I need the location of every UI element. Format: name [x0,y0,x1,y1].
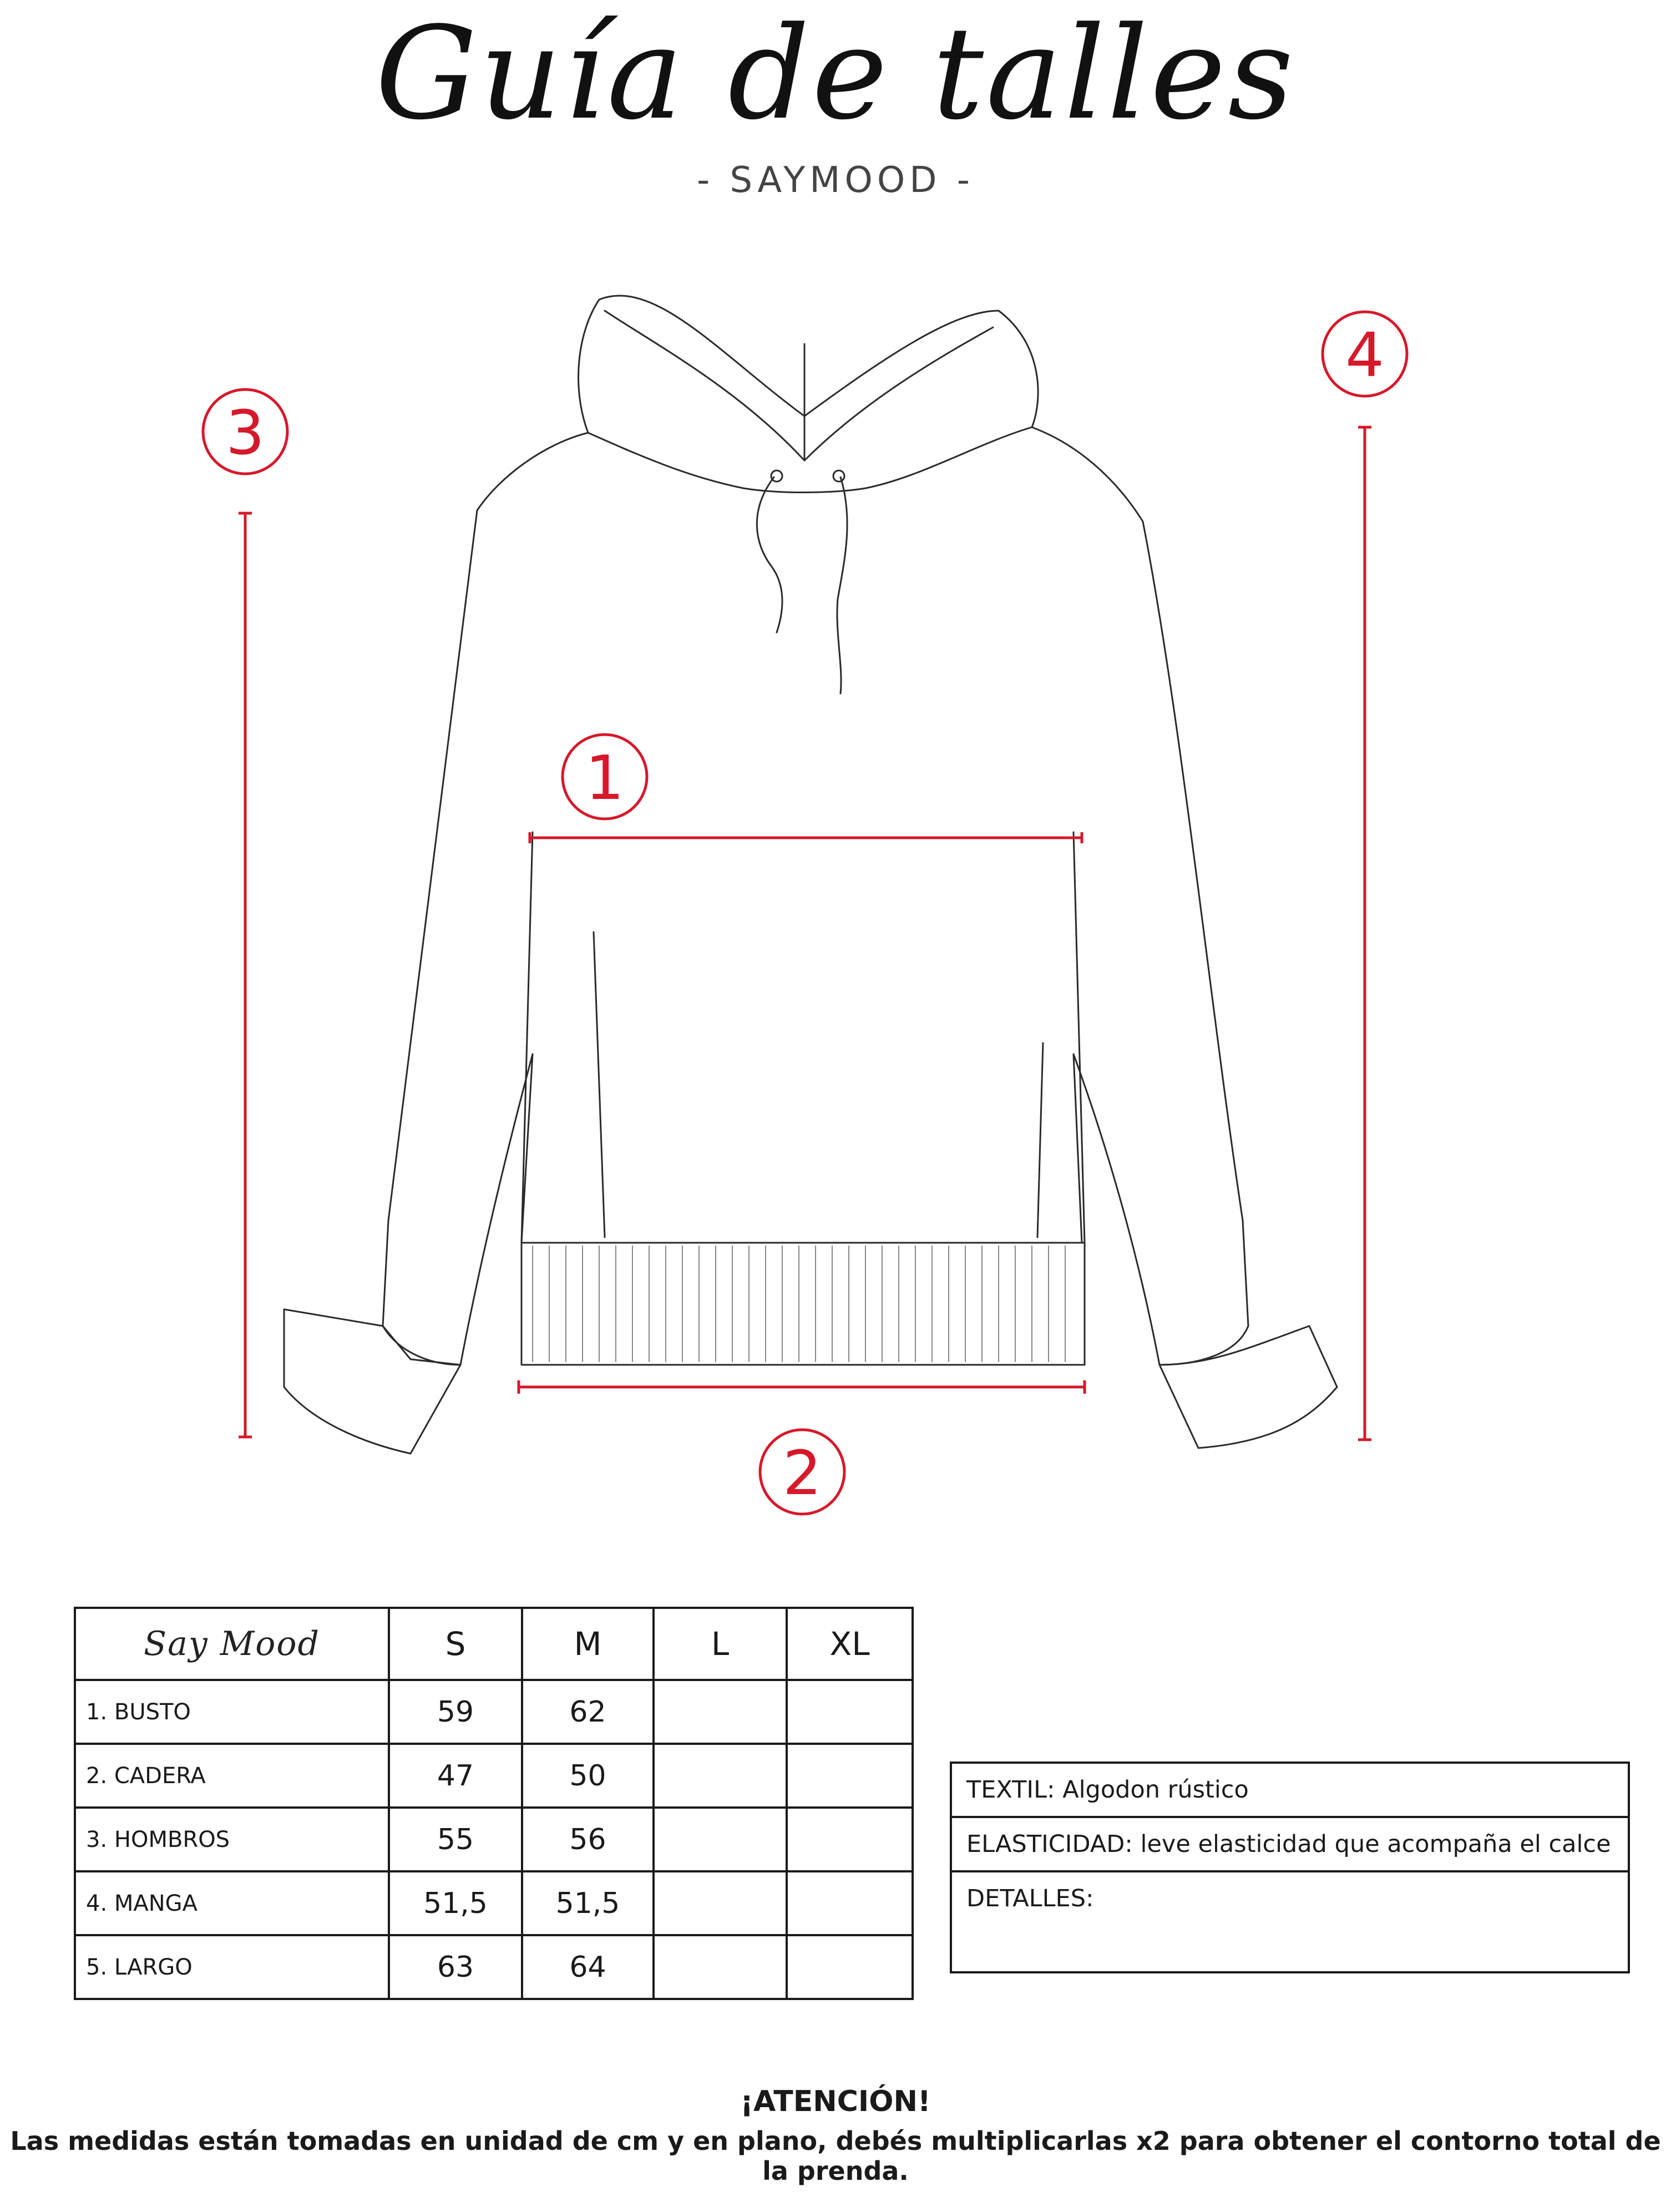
cell-value: 51,5 [389,1871,522,1935]
length-line [1358,427,1371,1440]
drawstring-left [757,477,782,632]
eyelet-right [833,470,844,482]
hip-line [519,1380,1085,1394]
cell-value [654,1744,787,1808]
page-title: Guía de talles [375,0,1296,148]
cell-value: 64 [522,1935,654,1999]
attention-text: Las medidas están tomadas en unidad de cm y en plano, debés multiplicarlas x2 para obtener el contorno total de la prenda. [10,2126,1661,2186]
logo-cell [75,1608,389,1680]
cell-value [787,1808,913,1871]
row-label: 4. MANGA [75,1871,389,1935]
bust-line [530,832,1082,843]
cell-value [787,1871,913,1935]
cell-value [787,1744,913,1808]
brand-subtitle: - SAYMOOD - [697,160,974,201]
sleeve-line [239,513,252,1437]
right-cuff [1159,1326,1337,1448]
detalles-info: DETALLES: [951,1871,1629,1972]
cell-value [787,1935,913,1999]
marker-2: 2 [783,1437,822,1509]
textil-info: TEXTIL: Algodon rústico [951,1763,1629,1817]
size-col-s: S [389,1608,522,1680]
table-row [75,1935,913,1999]
row-label: 2. CADERA [75,1744,389,1808]
pocket [594,932,1043,1237]
marker-4: 4 [1345,320,1384,391]
size-col-m: M [522,1608,654,1680]
waistband [521,1243,1085,1365]
size-header-row [75,1608,913,1680]
body-outline [383,427,1248,1365]
cell-value: 55 [389,1808,522,1871]
marker-1: 1 [585,742,624,813]
row-label: 1. BUSTO [75,1680,389,1744]
cell-value: 51,5 [522,1871,654,1935]
marker-3: 3 [226,397,265,468]
left-cuff [284,1309,460,1454]
cell-value [654,1871,787,1935]
elasticidad-info: ELASTICIDAD: leve elasticidad que acompaña el calce [951,1817,1629,1871]
cell-value [654,1680,787,1744]
cell-value: 62 [522,1680,654,1744]
table-row [75,1744,913,1808]
table-row [75,1871,913,1935]
cell-value: 50 [522,1744,654,1808]
left-side-seam [521,832,533,1243]
brand-logo: Say Mood [144,1624,320,1663]
cell-value: 47 [389,1744,522,1808]
cell-value: 63 [389,1935,522,1999]
cell-value: 59 [389,1680,522,1744]
size-col-xl: XL [787,1608,913,1680]
hood-outline [579,296,1039,492]
cell-value: 56 [522,1808,654,1871]
row-label: 5. LARGO [75,1935,389,1999]
table-row [75,1808,913,1871]
attention-title: ¡ATENCIÓN! [740,2085,931,2118]
hood-inner [605,311,993,460]
cell-value [654,1935,787,1999]
cell-value [654,1808,787,1871]
drawstring-right [837,477,847,694]
fabric-info-table [950,1761,1630,1973]
row-label: 3. HOMBROS [75,1808,389,1871]
cell-value [787,1680,913,1744]
table-row [75,1680,913,1744]
size-table [74,1607,914,2000]
size-col-l: L [654,1608,787,1680]
eyelet-left [771,470,782,482]
